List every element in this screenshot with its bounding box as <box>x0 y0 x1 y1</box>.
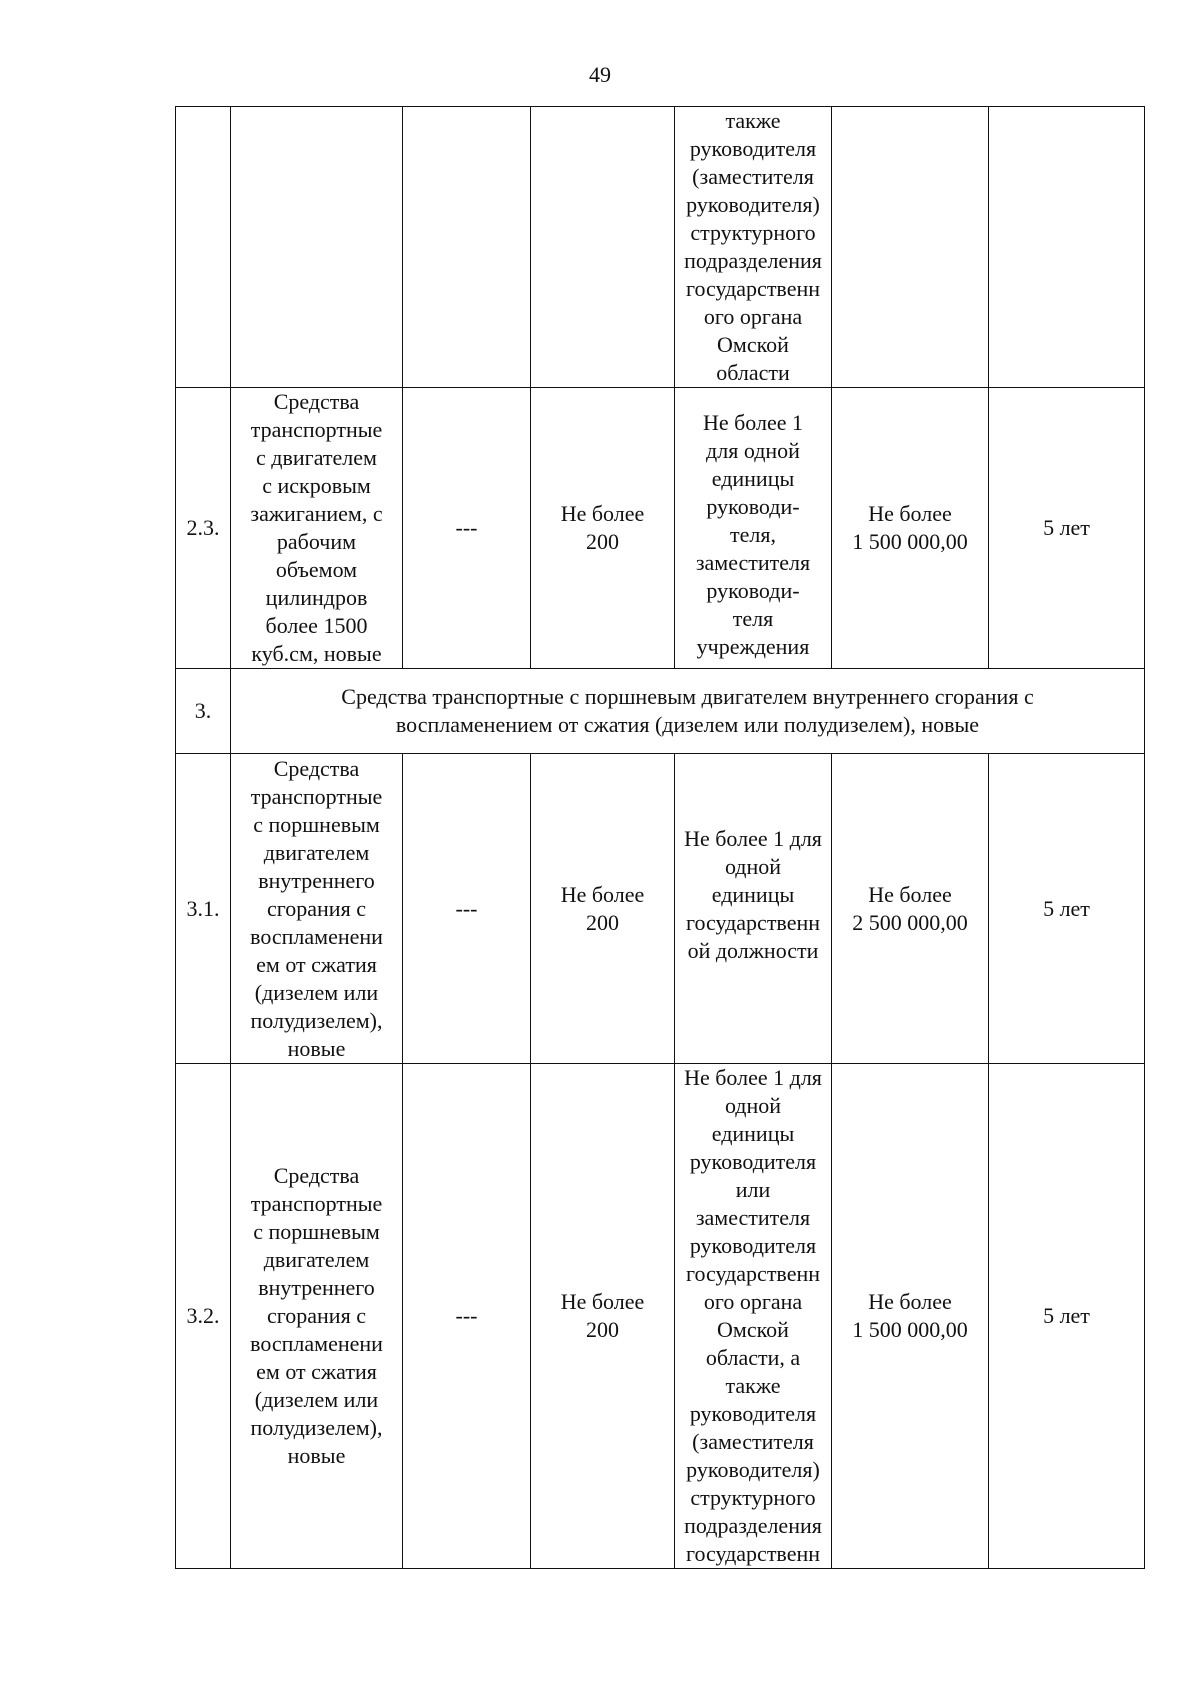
row-number: 3.2. <box>176 1064 231 1569</box>
cell-price <box>832 107 989 388</box>
code-dash: --- <box>403 1064 531 1569</box>
power-limit: Не более 200 <box>531 1064 675 1569</box>
service-term: 5 лет <box>989 1064 1145 1569</box>
position-scope: Не более 1 для одной единицы руководи- теля, заместителя руководи- теля учреждения <box>675 388 832 669</box>
cell-power <box>531 107 675 388</box>
position-scope-text: Не более 1 для одной единицы государственн ой должности <box>684 825 822 963</box>
cell-name <box>231 107 403 388</box>
item-name: Средства транспортные с поршневым двигателем внутреннего сгорания с воспламенени ем от сжатия (дизелем или полудизелем), новые <box>231 1064 403 1569</box>
cell-position: также руководителя (заместителя руководителя) структурного подразделения государственн ого органа Омской области <box>675 107 832 388</box>
page-number: 49 <box>589 62 611 87</box>
power-limit: Не более 200 <box>531 754 675 1064</box>
row-number: 2.3. <box>176 388 231 669</box>
cell-term <box>989 107 1145 388</box>
price-limit: Не более 2 500 000,00 <box>832 754 989 1064</box>
norms-table <box>175 106 1145 1569</box>
table-row-3-1 <box>176 754 1145 1064</box>
item-name: Средства транспортные с поршневым двигателем внутреннего сгорания с воспламенени ем от сжатия (дизелем или полудизелем), новые <box>231 754 403 1064</box>
position-scope <box>675 754 832 1064</box>
table-row-section-3 <box>176 669 1145 754</box>
service-term: 5 лет <box>989 388 1145 669</box>
table-row-2-3 <box>176 388 1145 669</box>
code-dash: --- <box>403 388 531 669</box>
price-limit: Не более 1 500 000,00 <box>832 388 989 669</box>
code-dash: --- <box>403 754 531 1064</box>
table-row-continuation <box>176 107 1145 388</box>
position-scope: Не более 1 для одной единицы руководителя или заместителя руководителя государственн ого органа Омской области, а также руководителя (заместителя руководителя) структурного подразделения государственн <box>675 1064 832 1569</box>
item-name: Средства транспортные с двигателем с искровым зажиганием, с рабочим объемом цилиндров более 1500 куб.см, новые <box>231 388 403 669</box>
price-limit: Не более 1 500 000,00 <box>832 1064 989 1569</box>
table-row-3-2 <box>176 1064 1145 1569</box>
section-number: 3. <box>176 669 231 754</box>
service-term: 5 лет <box>989 754 1145 1064</box>
cell-num <box>176 107 231 388</box>
section-title: Средства транспортные с поршневым двигателем внутреннего сгорания с воспламенением от сжатия (дизелем или полудизелем), новые <box>231 669 1145 754</box>
power-limit: Не более 200 <box>531 388 675 669</box>
cell-dash <box>403 107 531 388</box>
row-number: 3.1. <box>176 754 231 1064</box>
